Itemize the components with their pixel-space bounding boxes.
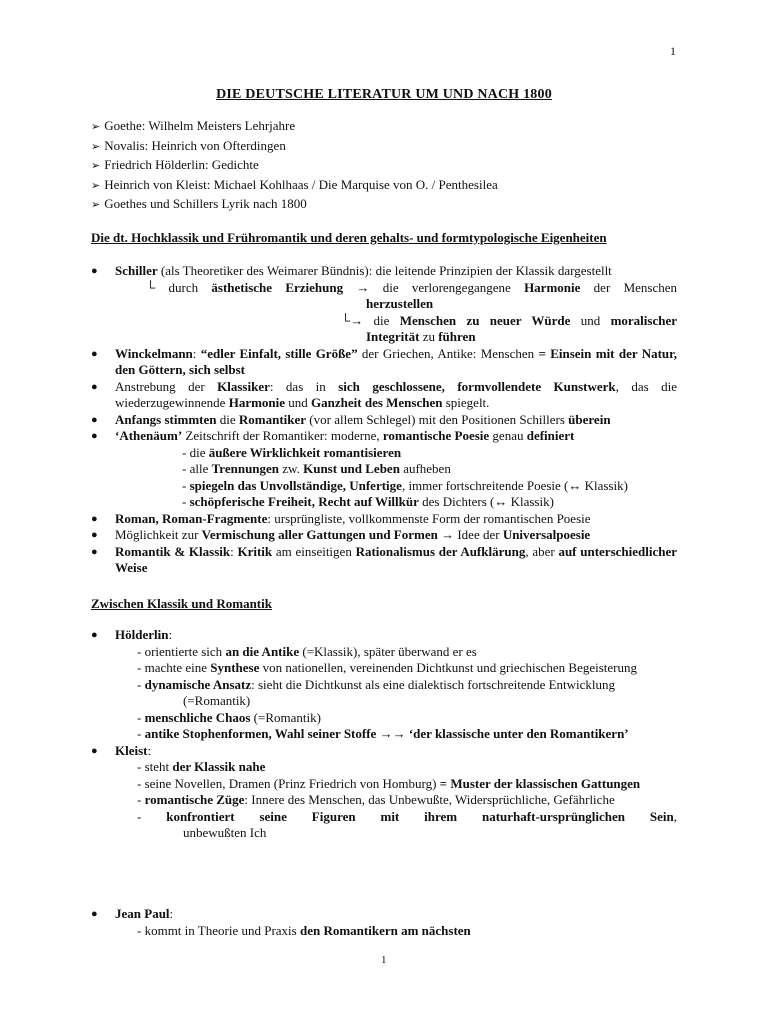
section-heading-hochklassik: Die dt. Hochklassik und Frühromantik und deren gehalts- und formtypologische Eigenheiten (91, 230, 607, 245)
athenaeum-sub-1: - die äußere Wirklichkeit romantisieren (182, 444, 402, 460)
bullet-athenaeum: ● ‘Athenäum’ Zeitschrift der Romantiker: moderne, romantische Poesie genau definiert (91, 428, 677, 445)
list-item: ➢ Friedrich Hölderlin: Gedichte (91, 156, 498, 176)
page-number-bottom: 1 (381, 954, 387, 966)
athenaeum-sub-2: - alle Trennungen zw. Kunst und Leben aufheben (182, 461, 451, 476)
hoelderlin-sub-4: - menschliche Chaos (=Romantik) (137, 709, 321, 725)
kleist-sub-1: - steht der Klassik nahe (137, 759, 266, 774)
bullet-moeglichkeit: ● Möglichkeit zur Vermischung aller Gattungen und Formen → Idee der Universalpoesie (91, 527, 677, 544)
page-title: DIE DEUTSCHE LITERATUR UM UND NACH 1800 (216, 87, 552, 102)
kleist-sub-4-line-2: unbewußten Ich (183, 825, 267, 840)
schiller-line-5: Integrität zu führen (366, 329, 476, 344)
hoelderlin-sub-3: - dynamische Ansatz: sieht die Dichtkunst als eine dialektisch fortschreitende Entwicklung (137, 676, 616, 692)
list-item: ➢ Goethes und Schillers Lyrik nach 1800 (91, 195, 498, 215)
section2-jeanpaul (91, 906, 677, 939)
section1-body (91, 263, 677, 577)
bullet-winckelmann: ● Winckelmann: “edler Einfalt, stille Größe” der Griechen, Antike: Menschen = Einsein mit der Natur, den Göttern, sich selbst (91, 346, 677, 379)
kleist-sub-4: - konfrontiert seine Figuren mit ihrem naturhaft-ursprünglichen Sein, (137, 808, 677, 824)
hoelderlin-sub-2: - machte eine Synthese von nationellen, vereinenden Dichtkunst und griechischen Begeisterung (137, 660, 638, 675)
kleist-sub-3: - romantische Züge: Innere des Menschen, das Unbewußte, Widersprüchliche, Gefährliche (137, 792, 615, 807)
jeanpaul-sub-1: - kommt in Theorie und Praxis den Romantikern am nächsten (137, 922, 471, 938)
bullet-romantik-klassik: ● Romantik & Klassik: Kritik am einseitigen Rationalismus der Aufklärung, aber auf unterschiedlicher Weise (91, 544, 677, 577)
schiller-line-3: herzustellen (366, 296, 434, 311)
bullet-kleist: ● Kleist: (91, 743, 677, 760)
section-heading-zwischen: Zwischen Klassik und Romantik (91, 596, 272, 611)
list-item: ➢ Heinrich von Kleist: Michael Kohlhaas / Die Marquise von O. / Penthesilea (91, 176, 498, 196)
hoelderlin-sub-5: - antike Stophenformen, Wahl seiner Stoffe →→ ‘der klassische unter den Romantikern’ (137, 726, 629, 741)
works-list (91, 117, 498, 215)
schiller-line-2: └ durch ästhetische Erziehung → die verlorengegangene Harmonie der Menschen (146, 279, 677, 295)
hoelderlin-sub-3-paren: (=Romantik) (183, 693, 251, 708)
page-number-top: 1 (670, 44, 676, 58)
athenaeum-sub-4: - schöpferische Freiheit, Recht auf Willkür des Dichters (↔ Klassik) (182, 494, 554, 509)
list-item: ➢ Novalis: Heinrich von Ofterdingen (91, 137, 498, 157)
bullet-schiller: ● Schiller (als Theoretiker des Weimarer Bündnis): die leitende Prinzipien der Klassik dargestellt (91, 263, 677, 280)
bullet-roman: ● Roman, Roman-Fragmente: ursprüngliste, vollkommenste Form der romantischen Poesie (91, 511, 677, 528)
athenaeum-sub-3: - spiegeln das Unvollständige, Unfertige, immer fortschreitende Poesie (↔ Klassik) (182, 477, 628, 493)
list-item: ➢ Goethe: Wilhelm Meisters Lehrjahre (91, 117, 498, 137)
schiller-line-4: └→ die Menschen zu neuer Würde und moralischer (341, 312, 677, 328)
section2-hoelderlin-kleist (91, 627, 677, 842)
kleist-sub-2: - seine Novellen, Dramen (Prinz Friedrich von Homburg) = Muster der klassischen Gattungen (137, 775, 641, 791)
bullet-anfangs: ● Anfangs stimmten die Romantiker (vor allem Schlegel) mit den Positionen Schillers überein (91, 412, 677, 429)
hoelderlin-sub-1: - orientierte sich an die Antike (=Klassik), später überwand er es (137, 643, 477, 659)
bullet-anstrebung: ● Anstrebung der Klassiker: das in sich geschlossene, formvollendete Kunstwerk, das die wiederzugewinnende Harmonie und Ganzheit des Menschen spiegelt. (91, 379, 677, 412)
bullet-hoelderlin: ● Hölderlin: (91, 627, 677, 644)
bullet-jeanpaul: ● Jean Paul: (91, 906, 677, 923)
